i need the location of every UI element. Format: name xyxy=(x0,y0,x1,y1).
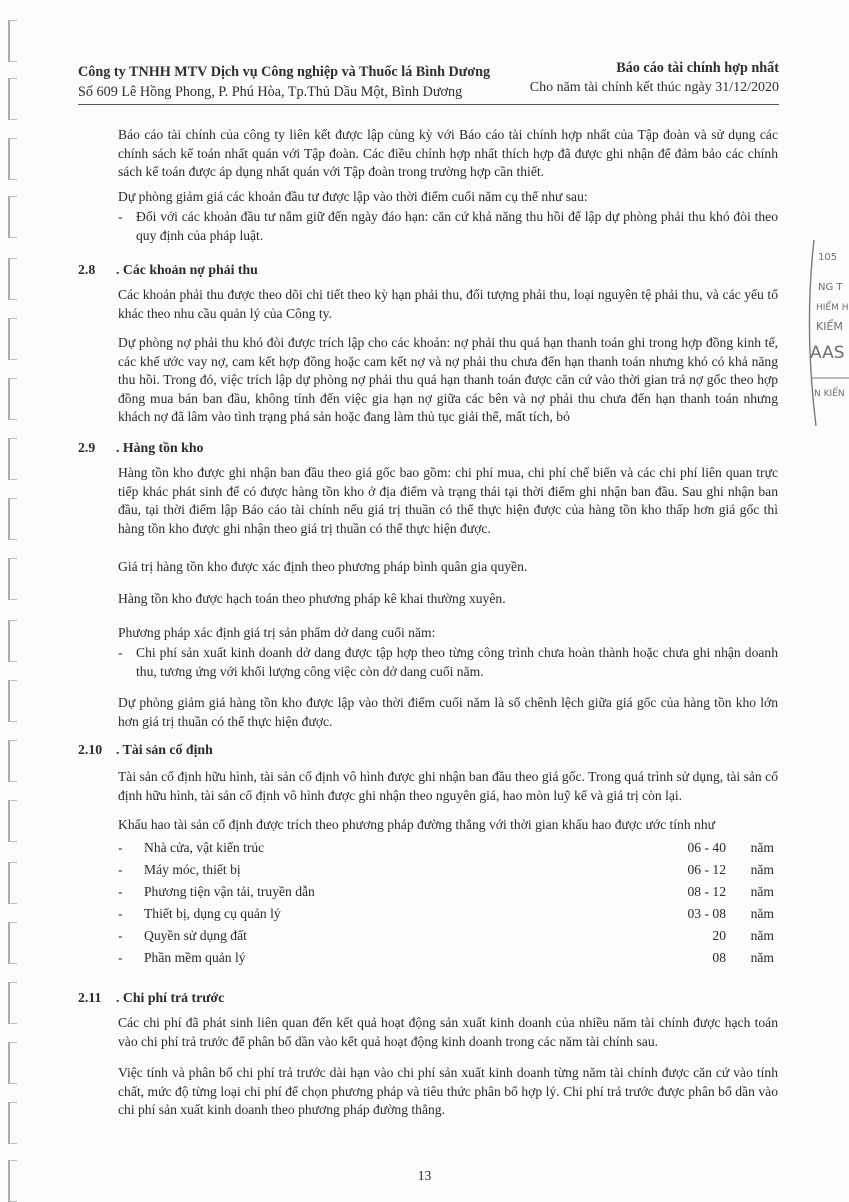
inventory-paragraph-2: Giá trị hàng tồn kho được xác định theo phương pháp bình quân gia quyền. xyxy=(118,559,528,574)
section-heading-2-10 xyxy=(78,742,213,758)
report-period: Cho năm tài chính kết thúc ngày 31/12/2020 xyxy=(529,80,779,95)
useful-life: 08 xyxy=(712,950,726,965)
useful-life: 03 - 08 xyxy=(687,906,726,921)
useful-life-unit: năm xyxy=(750,950,774,965)
depreciation-row xyxy=(118,928,778,948)
useful-life-unit: năm xyxy=(750,906,774,921)
asset-class: Thiết bị, dụng cụ quản lý xyxy=(144,906,281,921)
stamp-text: AAS xyxy=(810,343,845,363)
stamp-text: HIỂM H xyxy=(816,303,849,313)
receivables-paragraph-2: Dự phòng nợ phải thu khó đòi được trích lập cho các khoản: nợ phải thu quá hạn thanh toán ghi trong hợp đồng kinh tế, các khế ước vay nợ, cam kết hợp đồng hoặc cam kết nợ và nợ phải thu chưa đến hạn thanh toán nhưng khó có khả năng thu hồi. Trong đó, việc trích lập dự phòng nợ phải thu quá hạn thanh toán được căn cứ vào thời gian trả nợ gốc theo hợp đồng mua bán ban đầu, không tính đến việc gia hạn nợ giữa các bên và nợ phải thu chưa đến hạn thanh toán nhưng khách nợ đã lâm vào tình trạng phá sản hoặc đang làm thủ tục giải thể, mất tích, bỏ xyxy=(118,335,778,425)
receivables-paragraph-1: Các khoản phải thu được theo dõi chi tiết theo kỳ hạn phải thu, đối tượng phải thu, loại nguyên tệ phải thu, và các yếu tố khác theo nhu cầu quản lý của Công ty. xyxy=(118,287,778,321)
asset-class: Nhà cửa, vật kiến trúc xyxy=(144,840,265,855)
bullet-dash: - xyxy=(118,862,123,877)
report-title: Báo cáo tài chính hợp nhất xyxy=(616,60,779,76)
bullet-dash: - xyxy=(118,209,123,224)
bullet-dash: - xyxy=(118,884,123,899)
header-right xyxy=(530,58,779,98)
useful-life-unit: năm xyxy=(750,884,774,899)
stamp-text: KIỂM xyxy=(816,320,843,333)
asset-class: Phần mềm quản lý xyxy=(144,950,246,965)
useful-life: 06 - 40 xyxy=(687,840,726,855)
section-heading-2-8 xyxy=(78,262,258,278)
asset-class: Máy móc, thiết bị xyxy=(144,862,241,877)
inventory-bullet-1: Chi phí sản xuất kinh doanh dở dang được tập hợp theo từng công trình chưa hoàn thành hoặc chưa ghi nhận doanh thu, tương ứng với khối lượng công việc còn dở dang cuối năm. xyxy=(136,645,778,679)
section-number: 2.10 xyxy=(78,742,103,757)
bullet-dash: - xyxy=(118,950,123,965)
section-number: 2.11 xyxy=(78,990,102,1005)
prepaid-paragraph-1: Các chi phí đã phát sinh liên quan đến kết quả hoạt động sản xuất kinh doanh của nhiều năm tài chính được hạch toán vào chi phí trả trước để phân bổ dần vào kết quả hoạt động kinh doanh trong các năm tài chính sau. xyxy=(118,1015,778,1049)
depreciation-row xyxy=(118,862,778,882)
inventory-paragraph-5: Dự phòng giảm giá hàng tồn kho được lập vào thời điểm cuối năm là số chênh lệch giữa giá gốc của hàng tồn kho lớn hơn giá trị thuần có thể thực hiện được. xyxy=(118,695,778,729)
inventory-paragraph-3: Hàng tồn kho được hạch toán theo phương pháp kê khai thường xuyên. xyxy=(118,591,506,606)
stamp-text: 105 xyxy=(818,252,838,263)
intro-bullet-1: Đối với các khoản đầu tư nắm giữ đến ngày đáo hạn: căn cứ khả năng thu hồi để lập dự phòng phải thu khó đòi theo quy định của pháp luật. xyxy=(136,209,778,243)
section-title: . Các khoản nợ phải thu xyxy=(116,262,258,277)
company-name: Công ty TNHH MTV Dịch vụ Công nghiệp và Thuốc lá Bình Dương xyxy=(78,64,491,80)
useful-life: 08 - 12 xyxy=(687,884,726,899)
depreciation-row xyxy=(118,950,778,970)
section-number: 2.8 xyxy=(78,262,96,277)
section-title: . Tài sản cố định xyxy=(116,742,213,757)
section-title: . Chi phí trả trước xyxy=(116,990,225,1005)
stamp-text: NG T xyxy=(818,282,843,293)
header-divider xyxy=(78,104,779,105)
prepaid-paragraph-2: Việc tính và phân bổ chi phí trả trước dài hạn vào chi phí sản xuất kinh doanh từng năm tài chính được căn cứ vào tính chất, mức độ từng loại chi phí để chọn phương pháp và tiêu thức phân bổ hợp lý. Chi phí trả trước được phân bổ dần vào chi phí sản xuất kinh doanh theo phương pháp đường thẳng. xyxy=(118,1065,778,1118)
depreciation-row xyxy=(118,840,778,860)
useful-life: 06 - 12 xyxy=(687,862,726,877)
bullet-dash: - xyxy=(118,645,123,660)
auditor-stamp xyxy=(806,238,849,428)
section-heading-2-9 xyxy=(78,440,203,456)
useful-life-unit: năm xyxy=(750,862,774,877)
useful-life-unit: năm xyxy=(750,928,774,943)
intro-paragraph-1: Báo cáo tài chính của công ty liên kết được lập cùng kỳ với Báo cáo tài chính hợp nhất của Tập đoàn và sử dụng các chính sách kế toán nhất quán với Tập đoàn. Các điều chỉnh hợp nhất thích hợp đã được ghi nhận để đảm bảo các chính sách kế toán được áp dụng nhất quán với Tập đoàn trong trường hợp cần thiết. xyxy=(118,127,778,180)
depreciation-row xyxy=(118,906,778,926)
useful-life: 20 xyxy=(712,928,726,943)
fixed-assets-paragraph-1: Tài sản cố định hữu hình, tài sản cố định vô hình được ghi nhận ban đầu theo giá gốc. Trong quá trình sử dụng, tài sản cố định hữu hình, tài sản cố định vô hình được ghi nhận theo nguyên giá, hao mòn luỹ kế và giá trị còn lại. xyxy=(118,769,778,803)
binder-marks xyxy=(4,0,22,1200)
company-address: Số 609 Lê Hồng Phong, P. Phú Hòa, Tp.Thủ Dầu Một, Bình Dương xyxy=(78,84,463,100)
inventory-paragraph-4: Phương pháp xác định giá trị sản phẩm dở dang cuối năm: xyxy=(118,625,436,640)
bullet-dash: - xyxy=(118,840,123,855)
header-left xyxy=(78,62,490,102)
asset-class: Quyền sử dụng đất xyxy=(144,928,247,943)
fixed-assets-paragraph-2: Khấu hao tài sản cố định được trích theo phương pháp đường thẳng với thời gian khấu hao được ước tính như xyxy=(118,817,716,832)
inventory-paragraph-1: Hàng tồn kho được ghi nhận ban đầu theo giá gốc bao gồm: chi phí mua, chi phí chế biến và các chi phí liên quan trực tiếp khác phát sinh để có được hàng tồn kho ở địa điểm và trạng thái tại thời điểm ghi nhận ban đầu. Sau ghi nhận ban đầu, tại thời điểm lập Báo cáo tài chính nếu giá trị thuần có thể thực hiện được của hàng tồn kho thấp hơn giá gốc thì hàng tồn kho được ghi nhận theo giá trị thuần có thể thực hiện được. xyxy=(118,465,778,536)
bullet-dash: - xyxy=(118,906,123,921)
intro-paragraph-2: Dự phòng giảm giá các khoản đầu tư được lập vào thời điểm cuối năm cụ thể như sau: xyxy=(118,189,588,204)
asset-class: Phương tiện vận tải, truyền dẫn xyxy=(144,884,315,899)
stamp-text: N KIỂN xyxy=(814,389,845,399)
useful-life-unit: năm xyxy=(750,840,774,855)
section-number: 2.9 xyxy=(78,440,96,455)
depreciation-row xyxy=(118,884,778,904)
section-heading-2-11 xyxy=(78,990,224,1006)
page-number: 13 xyxy=(417,1168,432,1183)
bullet-dash: - xyxy=(118,928,123,943)
section-title: . Hàng tồn kho xyxy=(116,440,204,455)
